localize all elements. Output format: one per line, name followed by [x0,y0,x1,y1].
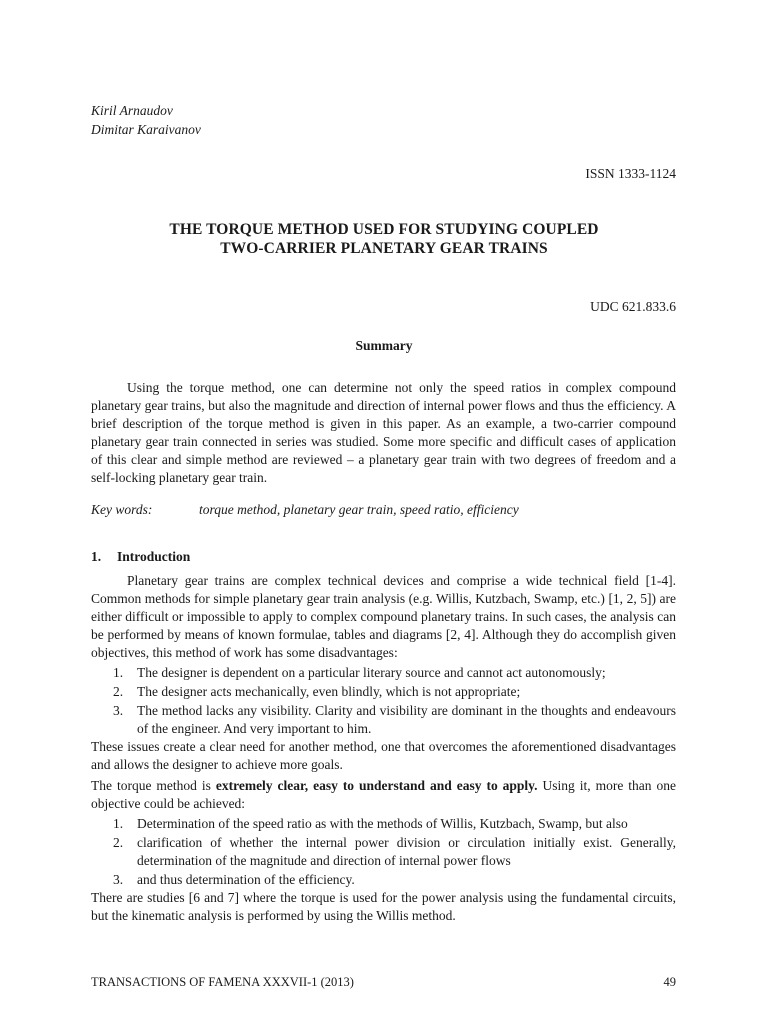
list-item: 1. Determination of the speed ratio as with the methods of Willis, Kutzbach, Swamp, but also [113,816,628,831]
udc-code: UDC 621.833.6 [590,299,676,314]
paper-title [60,220,708,258]
body-text [91,572,676,925]
authors [91,101,201,139]
torque-paragraph: The torque method is extremely clear, easy to understand and easy to apply. Using it, more than one objective could be achieved: [91,778,676,811]
summary-text: Using the torque method, one can determine not only the speed ratios in complex compound planetary gear trains, but also the magnitude and direction of internal power flows and thus the efficiency. A brief description of the torque method is given in this paper. As an example, a two-carrier compound planetary gear train connected in series was studied. Some more specific and difficult cases of application of this clear and simple method are reviewed – a planetary gear train with two degrees of freedom and a self-locking planetary gear train. [91,380,676,485]
emphasis-text: extremely clear, easy to understand and easy to apply. [215,778,538,793]
disadvantages-list [91,664,676,738]
author-name: Kiril Arnaudov [91,103,173,118]
keywords [91,502,519,518]
keywords-label: Key words: [91,502,153,517]
intro-paragraph: Planetary gear trains are complex technical devices and comprise a wide technical field [1-4]. Common methods for simple planetary gear train analysis (e.g. Willis, Kutzbach, Swamp, etc.) [1, 2, 5]) are either difficult or impossible to apply to complex compound planetary trains. In such cases, the analysis can be performed by means of known formulae, tables and diagrams [2, 4]. Although they do accomplish given objectives, this method of work has some disadvantages: [91,573,676,660]
issues-paragraph: These issues create a clear need for another method, one that overcomes the aforementioned disadvantages and allows the designer to achieve more goals. [91,739,676,772]
title-line: TWO-CARRIER PLANETARY GEAR TRAINS [220,240,548,257]
journal-name: TRANSACTIONS OF FAMENA XXXVII-1 (2013) [91,975,354,989]
keywords-value: torque method, planetary gear train, speed ratio, efficiency [199,502,519,517]
title-line: THE TORQUE METHOD USED FOR STUDYING COUPLED [169,221,599,238]
list-item: 2. The designer acts mechanically, even blindly, which is not appropriate; [113,684,521,699]
list-item: 3. and thus determination of the efficiency. [113,872,355,887]
section-title: Introduction [117,549,191,564]
page-footer [91,975,676,990]
objectives-list [91,815,676,889]
studies-paragraph: There are studies [6 and 7] where the torque is used for the power analysis using the fundamental circuits, but the kinematic analysis is performed by using the Willis method. [91,890,676,923]
issn: ISSN 1333-1124 [585,166,676,181]
list-item: 2. clarification of whether the internal power division or circulation initially exist. Generally, determination of the magnitude and direction of internal power flows [113,835,676,868]
list-item: 1. The designer is dependent on a particular literary source and cannot act autonomously; [113,665,606,680]
summary-heading: Summary [355,338,413,353]
page-number: 49 [663,975,676,989]
section-heading [91,549,190,565]
list-item: 3. The method lacks any visibility. Clarity and visibility are dominant in the thoughts and endeavours of the engineer. And very important to him. [113,703,676,736]
section-number: 1. [91,549,102,564]
author-name: Dimitar Karaivanov [91,122,201,137]
